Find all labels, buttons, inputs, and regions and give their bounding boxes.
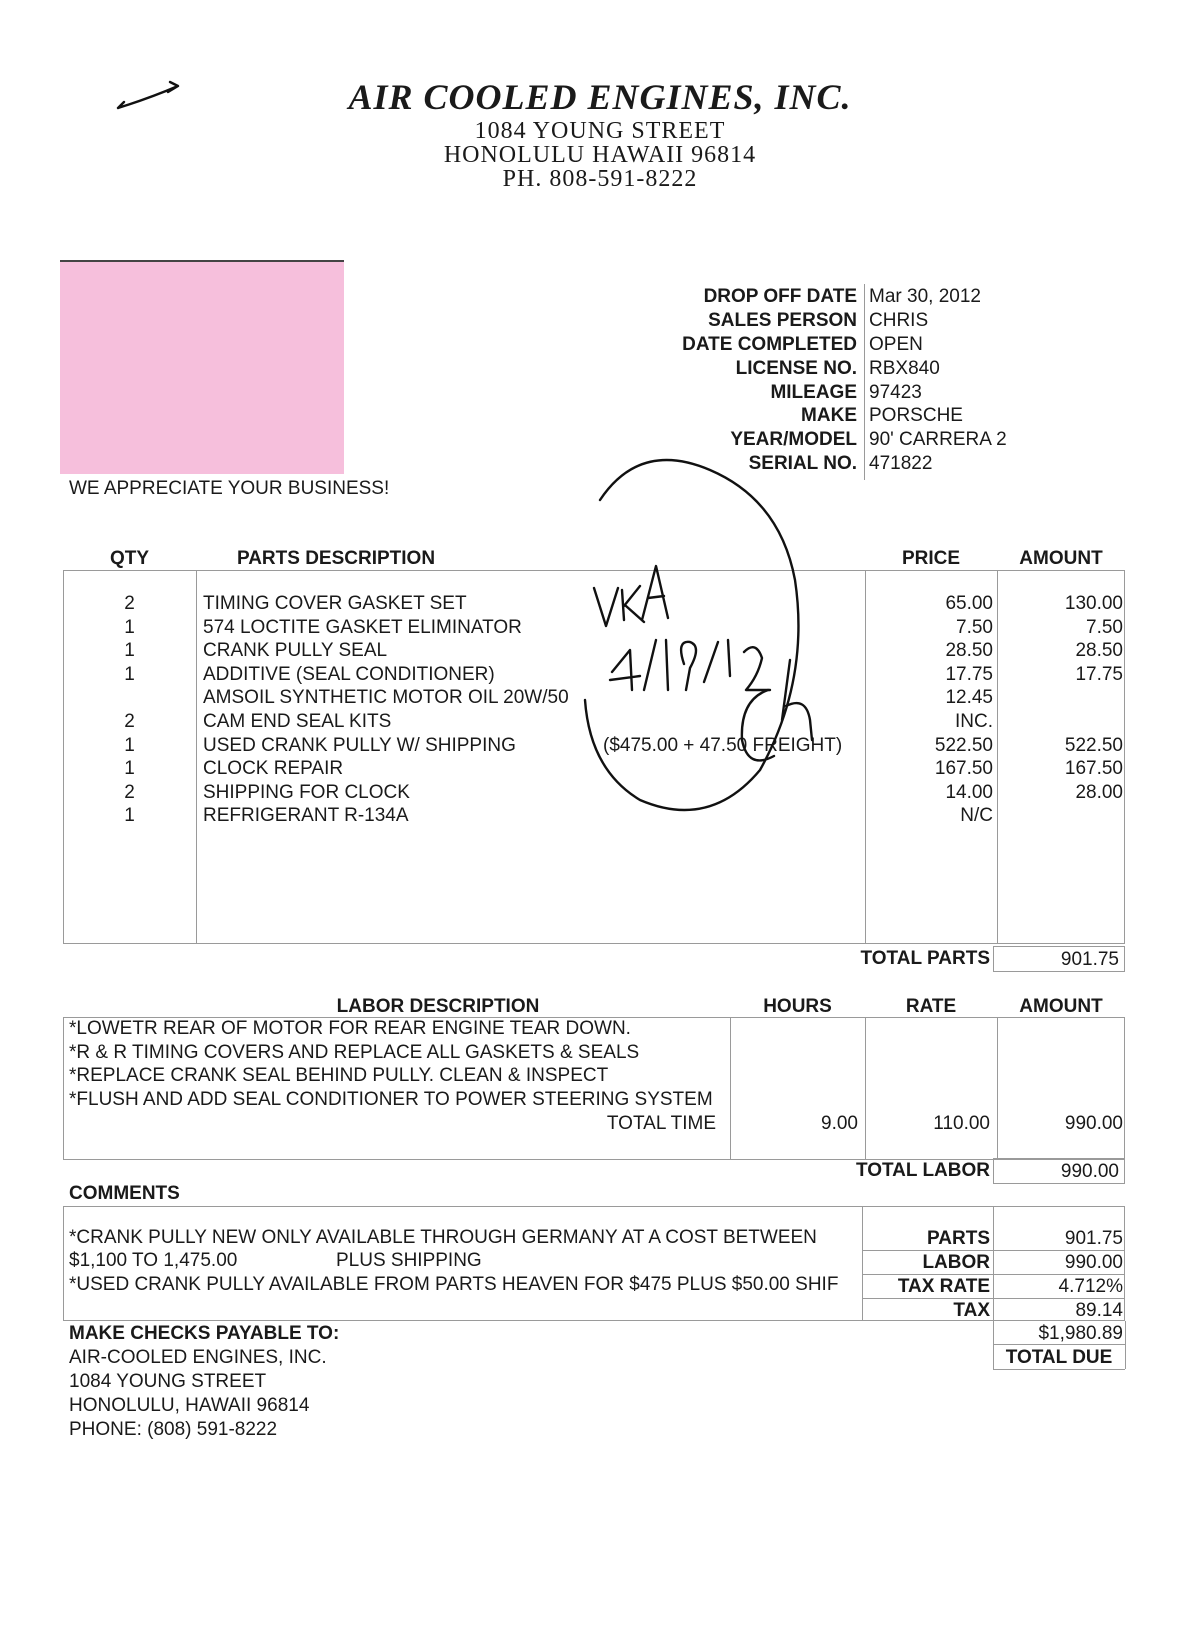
labor-amount-value: 990.00 — [1064, 1113, 1123, 1134]
labor-hours-value: 9.00 — [821, 1113, 858, 1134]
parts-description: AMSOIL SYNTHETIC MOTOR OIL 20W/50 — [203, 687, 569, 708]
parts-amount: 130.00 — [1064, 593, 1123, 614]
payable-line: AIR-COOLED ENGINES, INC. — [69, 1347, 327, 1368]
payable-line: 1084 YOUNG STREET — [69, 1371, 267, 1392]
sales-person-value: CHRIS — [869, 310, 929, 331]
parts-freight-note: ($475.00 + 47.50 FREIGHT) — [603, 735, 843, 756]
labor-line: *FLUSH AND ADD SEAL CONDITIONER TO POWER STEERING SYSTEM — [69, 1089, 713, 1110]
total-labor-value: 990.00 — [1060, 1161, 1119, 1182]
parts-price-header: PRICE — [901, 548, 961, 569]
thank-you-note: WE APPRECIATE YOUR BUSINESS! — [69, 478, 390, 499]
date-completed-value: OPEN — [869, 334, 923, 355]
summary-tax-value: 89.14 — [1075, 1300, 1123, 1321]
parts-qty: 2 — [124, 711, 135, 732]
comment-line: PLUS SHIPPING — [336, 1250, 482, 1271]
total-time-label: TOTAL TIME — [606, 1113, 716, 1134]
parts-description: USED CRANK PULLY W/ SHIPPING — [203, 735, 516, 756]
labor-line: *REPLACE CRANK SEAL BEHIND PULLY. CLEAN & INSPECT — [69, 1065, 609, 1086]
parts-description: SHIPPING FOR CLOCK — [203, 782, 410, 803]
company-phone: PH. 808-591-8222 — [502, 166, 698, 192]
summary-parts-value: 901.75 — [1064, 1228, 1123, 1249]
license-no-label: LICENSE NO. — [735, 358, 857, 379]
company-name: AIR COOLED ENGINES, INC. — [348, 77, 852, 117]
make-label: MAKE — [801, 405, 857, 426]
parts-amount: 28.00 — [1075, 782, 1123, 803]
total-due-label: TOTAL DUE — [1005, 1347, 1113, 1368]
labor-hours-header: HOURS — [763, 996, 832, 1017]
parts-price: 522.50 — [934, 735, 993, 756]
company-city: HONOLULU HAWAII 96814 — [443, 142, 757, 168]
parts-price: 28.50 — [945, 640, 993, 661]
parts-description: REFRIGERANT R-134A — [203, 805, 409, 826]
parts-description: CRANK PULLY SEAL — [203, 640, 388, 661]
parts-description: CAM END SEAL KITS — [203, 711, 392, 732]
total-parts-label: TOTAL PARTS — [860, 948, 990, 969]
labor-rate-header: RATE — [905, 996, 957, 1017]
parts-description: 574 LOCTITE GASKET ELIMINATOR — [203, 617, 522, 638]
summary-labor-label: LABOR — [922, 1252, 990, 1273]
mileage-label: MILEAGE — [770, 382, 857, 403]
comment-line: $1,100 TO 1,475.00 — [69, 1250, 238, 1271]
initials-mark — [594, 566, 668, 626]
date-mark — [610, 640, 770, 690]
license-no-value: RBX840 — [869, 358, 940, 379]
year-model-value: 90' CARRERA 2 — [869, 429, 1007, 450]
parts-qty-header: QTY — [109, 548, 150, 569]
parts-qty: 1 — [124, 640, 135, 661]
parts-description: TIMING COVER GASKET SET — [203, 593, 467, 614]
parts-price: 167.50 — [934, 758, 993, 779]
total-parts-value: 901.75 — [1060, 949, 1119, 970]
parts-price: 65.00 — [945, 593, 993, 614]
parts-price: 7.50 — [956, 617, 993, 638]
parts-description: ADDITIVE (SEAL CONDITIONER) — [203, 664, 495, 685]
summary-tax-label: TAX — [953, 1300, 990, 1321]
year-model-label: YEAR/MODEL — [730, 429, 857, 450]
labor-line: *R & R TIMING COVERS AND REPLACE ALL GASKETS & SEALS — [69, 1042, 640, 1063]
parts-amount: 522.50 — [1064, 735, 1123, 756]
labor-rate-value: 110.00 — [933, 1113, 990, 1134]
pen-squiggle — [118, 82, 178, 108]
parts-qty: 2 — [124, 782, 135, 803]
parts-price: INC. — [955, 711, 993, 732]
comment-line: *CRANK PULLY NEW ONLY AVAILABLE THROUGH GERMANY AT A COST BETWEEN — [69, 1227, 817, 1248]
parts-description: CLOCK REPAIR — [203, 758, 344, 779]
sales-person-label: SALES PERSON — [708, 310, 857, 331]
comments-heading: COMMENTS — [69, 1183, 180, 1204]
serial-no-label: SERIAL NO. — [748, 453, 857, 474]
comment-line: *USED CRANK PULLY AVAILABLE FROM PARTS HEAVEN FOR $475 PLUS $50.00 SHIF — [69, 1274, 839, 1295]
labor-description-header: LABOR DESCRIPTION — [336, 996, 540, 1017]
parts-amount: 17.75 — [1075, 664, 1123, 685]
summary-tax-rate-value: 4.712% — [1058, 1276, 1123, 1297]
drop-off-date-label: DROP OFF DATE — [703, 286, 857, 307]
parts-price: 12.45 — [945, 687, 993, 708]
total-labor-label: TOTAL LABOR — [855, 1160, 990, 1181]
labor-amount-header: AMOUNT — [1019, 996, 1103, 1017]
summary-tax-rate-label: TAX RATE — [897, 1276, 990, 1297]
parts-qty: 1 — [124, 617, 135, 638]
parts-qty: 1 — [124, 805, 135, 826]
parts-description-header: PARTS DESCRIPTION — [236, 548, 436, 569]
mileage-value: 97423 — [869, 382, 922, 403]
make-value: PORSCHE — [869, 405, 963, 426]
summary-parts-label: PARTS — [927, 1228, 990, 1249]
hand-drawn-circle — [585, 460, 798, 810]
summary-labor-value: 990.00 — [1064, 1252, 1123, 1273]
parts-qty: 2 — [124, 593, 135, 614]
parts-amount: 167.50 — [1064, 758, 1123, 779]
parts-qty: 1 — [124, 758, 135, 779]
total-due-value: $1,980.89 — [1038, 1323, 1123, 1344]
date-completed-label: DATE COMPLETED — [682, 334, 857, 355]
signature-mark — [742, 660, 812, 760]
parts-qty: 1 — [124, 664, 135, 685]
company-street: 1084 YOUNG STREET — [474, 118, 726, 144]
parts-price: 17.75 — [945, 664, 993, 685]
parts-price: 14.00 — [945, 782, 993, 803]
parts-amount: 28.50 — [1075, 640, 1123, 661]
payable-line: HONOLULU, HAWAII 96814 — [69, 1395, 310, 1416]
parts-qty: 1 — [124, 735, 135, 756]
payable-heading: MAKE CHECKS PAYABLE TO: — [69, 1323, 340, 1344]
payable-line: PHONE: (808) 591-8222 — [69, 1419, 278, 1440]
labor-line: *LOWETR REAR OF MOTOR FOR REAR ENGINE TEAR DOWN. — [69, 1018, 631, 1039]
drop-off-date-value: Mar 30, 2012 — [869, 286, 981, 307]
serial-no-value: 471822 — [869, 453, 933, 474]
parts-amount: 7.50 — [1086, 617, 1123, 638]
parts-price: N/C — [960, 805, 993, 826]
parts-amount-header: AMOUNT — [1019, 548, 1103, 569]
